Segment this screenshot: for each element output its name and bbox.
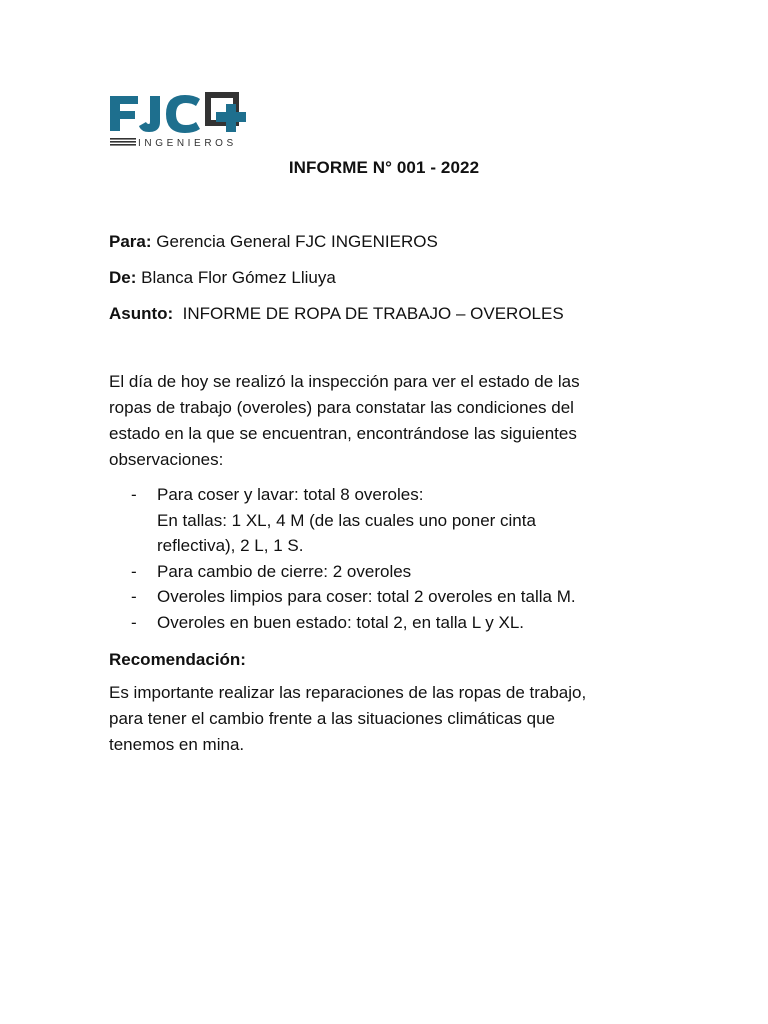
recommendation-paragraph xyxy=(109,680,669,758)
recommendation-line: tenemos en mina. xyxy=(109,735,245,754)
bullet-dash: - xyxy=(131,561,137,581)
list-item xyxy=(109,482,669,559)
header-fields xyxy=(109,229,669,337)
list-item-line: Para cambio de cierre: 2 overoles xyxy=(157,561,412,581)
bullet-dash: - xyxy=(131,587,137,606)
list-item-line: En tallas: 1 XL, 4 M (de las cuales uno poner cinta xyxy=(157,510,536,530)
list-item xyxy=(109,559,669,585)
recommendation-line: Es importante realizar las reparaciones de las ropas de trabajo, xyxy=(109,683,587,702)
intro-line: observaciones: xyxy=(109,450,224,469)
subject-field xyxy=(109,301,669,337)
from-field xyxy=(109,265,669,301)
to-value: Gerencia General FJC INGENIEROS xyxy=(156,232,438,251)
recommendation-line: para tener el cambio frente a las situaciones climáticas que xyxy=(109,709,556,728)
to-label: Para: xyxy=(109,232,152,251)
list-item-line: reflectiva), 2 L, 1 S. xyxy=(157,536,304,555)
intro-line: estado en la que se encuentran, encontrándose las siguientes xyxy=(109,424,577,443)
list-item-line: Para coser y lavar: total 8 overoles: xyxy=(157,485,424,504)
subject-value: INFORME DE ROPA DE TRABAJO – OVEROLES xyxy=(182,304,564,323)
bullet-dash: - xyxy=(131,612,137,632)
subject-label: Asunto: xyxy=(109,304,174,323)
fjc-logo-icon xyxy=(108,90,268,152)
svg-text:INGENIEROS: INGENIEROS xyxy=(138,138,237,149)
list-item-line: Overoles en buen estado: total 2, en talla L y XL. xyxy=(157,612,524,632)
intro-paragraph xyxy=(109,369,669,473)
from-value: Blanca Flor Gómez Lliuya xyxy=(141,268,336,287)
list-item xyxy=(109,584,669,610)
intro-line: ropas de trabajo (overoles) para constatar las condiciones del xyxy=(109,398,574,417)
recommendation-heading: Recomendación: xyxy=(109,650,246,669)
company-logo xyxy=(108,90,268,152)
from-label: De: xyxy=(109,268,137,287)
to-field xyxy=(109,229,669,265)
bullet-dash: - xyxy=(131,485,137,504)
intro-line: El día de hoy se realizó la inspección para ver el estado de las xyxy=(109,372,580,391)
report-title: INFORME N° 001 - 2022 xyxy=(288,158,480,177)
list-item xyxy=(109,610,669,636)
list-item-line: Overoles limpios para coser: total 2 overoles en talla M. xyxy=(157,587,576,606)
observations-list xyxy=(109,482,669,635)
